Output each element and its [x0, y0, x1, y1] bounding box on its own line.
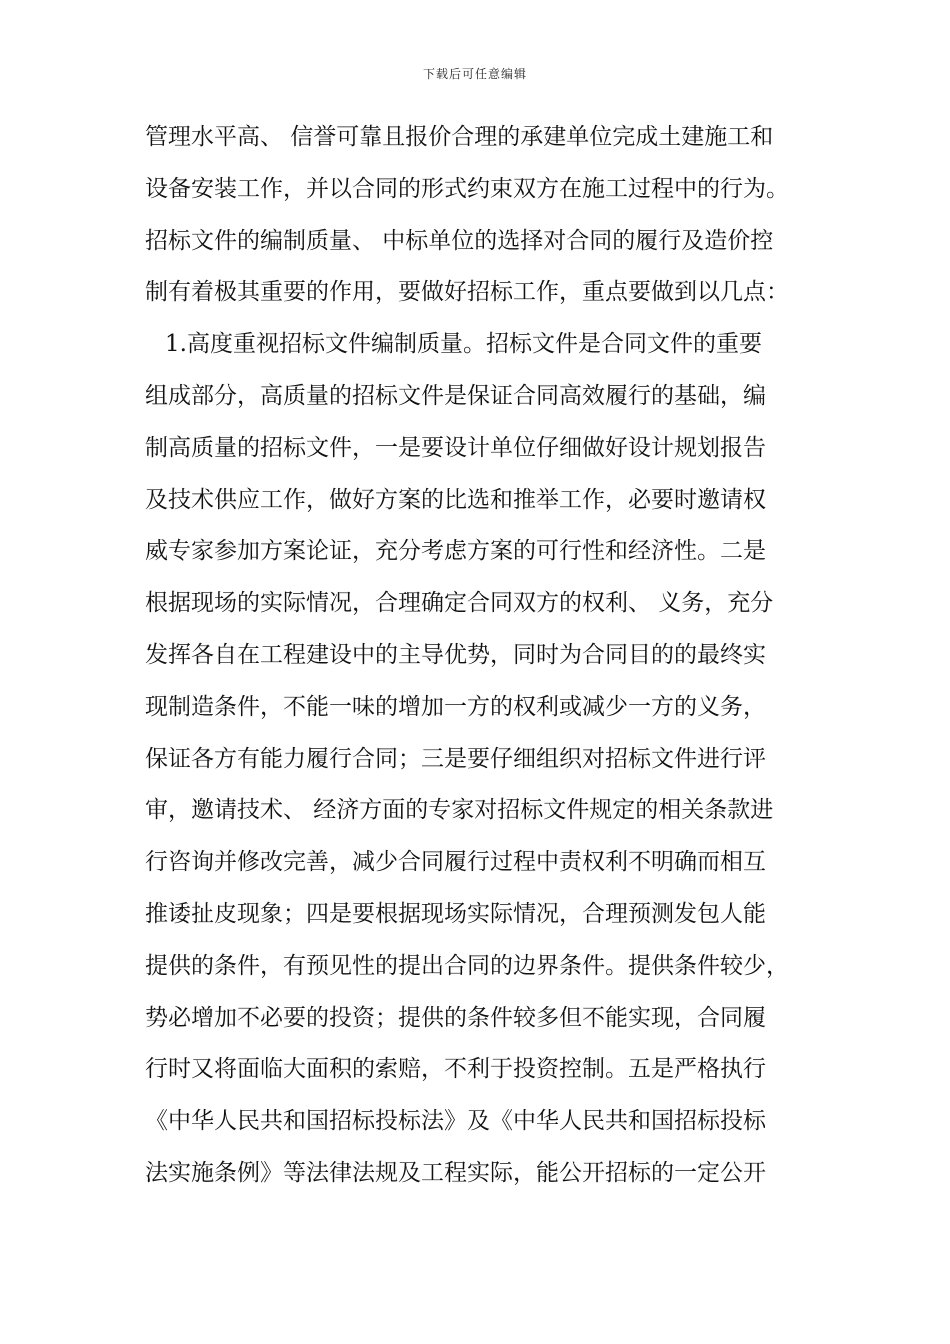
text-line: 现制造条件，不能一味的增加一方的权利或减少一方的义务， [145, 693, 766, 720]
text-line: 及技术供应工作，做好方案的比选和推举工作，必要时邀请权 [145, 486, 766, 513]
text-line: 行咨询并修改完善，减少合同履行过程中责权利不明确而相互 [145, 849, 766, 876]
text-line: 制高质量的招标文件，一是要设计单位仔细做好设计规划报告 [145, 434, 766, 461]
text-line: 威专家参加方案论证，充分考虑方案的可行性和经济性。二是 [145, 538, 766, 565]
text-line: 提供的条件，有预见性的提出合同的边界条件。提供条件较少， [145, 952, 789, 979]
page-header: 下载后可任意编辑 [422, 67, 527, 81]
text-line: 管理水平高、 信誉可靠且报价合理的承建单位完成土建施工和 [145, 124, 774, 150]
text-line: 发挥各自在工程建设中的主导优势，同时为合同目的的最终实 [145, 641, 766, 668]
text-line: 推诿扯皮现象；四是要根据现场实际情况，合理预测发包人能 [145, 900, 766, 927]
text-line: 根据现场的实际情况，合理确定合同双方的权利、 义务，充分 [145, 590, 774, 617]
text-line: 组成部分，高质量的招标文件是保证合同高效履行的基础，编 [145, 382, 766, 409]
text-line: 行时又将面临大面积的索赔，不利于投资控制。五是严格执行 [145, 1056, 766, 1083]
text-line: 保证各方有能力履行合同；三是要仔细组织对招标文件进行评 [145, 745, 766, 772]
text-line: 1.高度重视招标文件编制质量。招标文件是合同文件的重要 [165, 331, 762, 358]
text-line: 势必增加不必要的投资；提供的条件较多但不能实现，合同履 [145, 1004, 766, 1031]
text-line: 法实施条例》等法律法规及工程实际，能公开招标的一定公开 [145, 1159, 766, 1186]
text-line: 审，邀请技术、 经济方面的专家对招标文件规定的相关条款进 [145, 797, 774, 824]
text-line: 招标文件的编制质量、 中标单位的选择对合同的履行及造价控 [145, 227, 774, 254]
text-line: 《中华人民共和国招标投标法》及《中华人民共和国招标投标 [145, 1108, 766, 1135]
document-body [145, 112, 795, 1200]
text-line: 制有着极其重要的作用，要做好招标工作，重点要做到以几点： [145, 279, 789, 306]
text-line: 设备安装工作，并以合同的形式约束双方在施工过程中的行为。 [145, 175, 789, 202]
